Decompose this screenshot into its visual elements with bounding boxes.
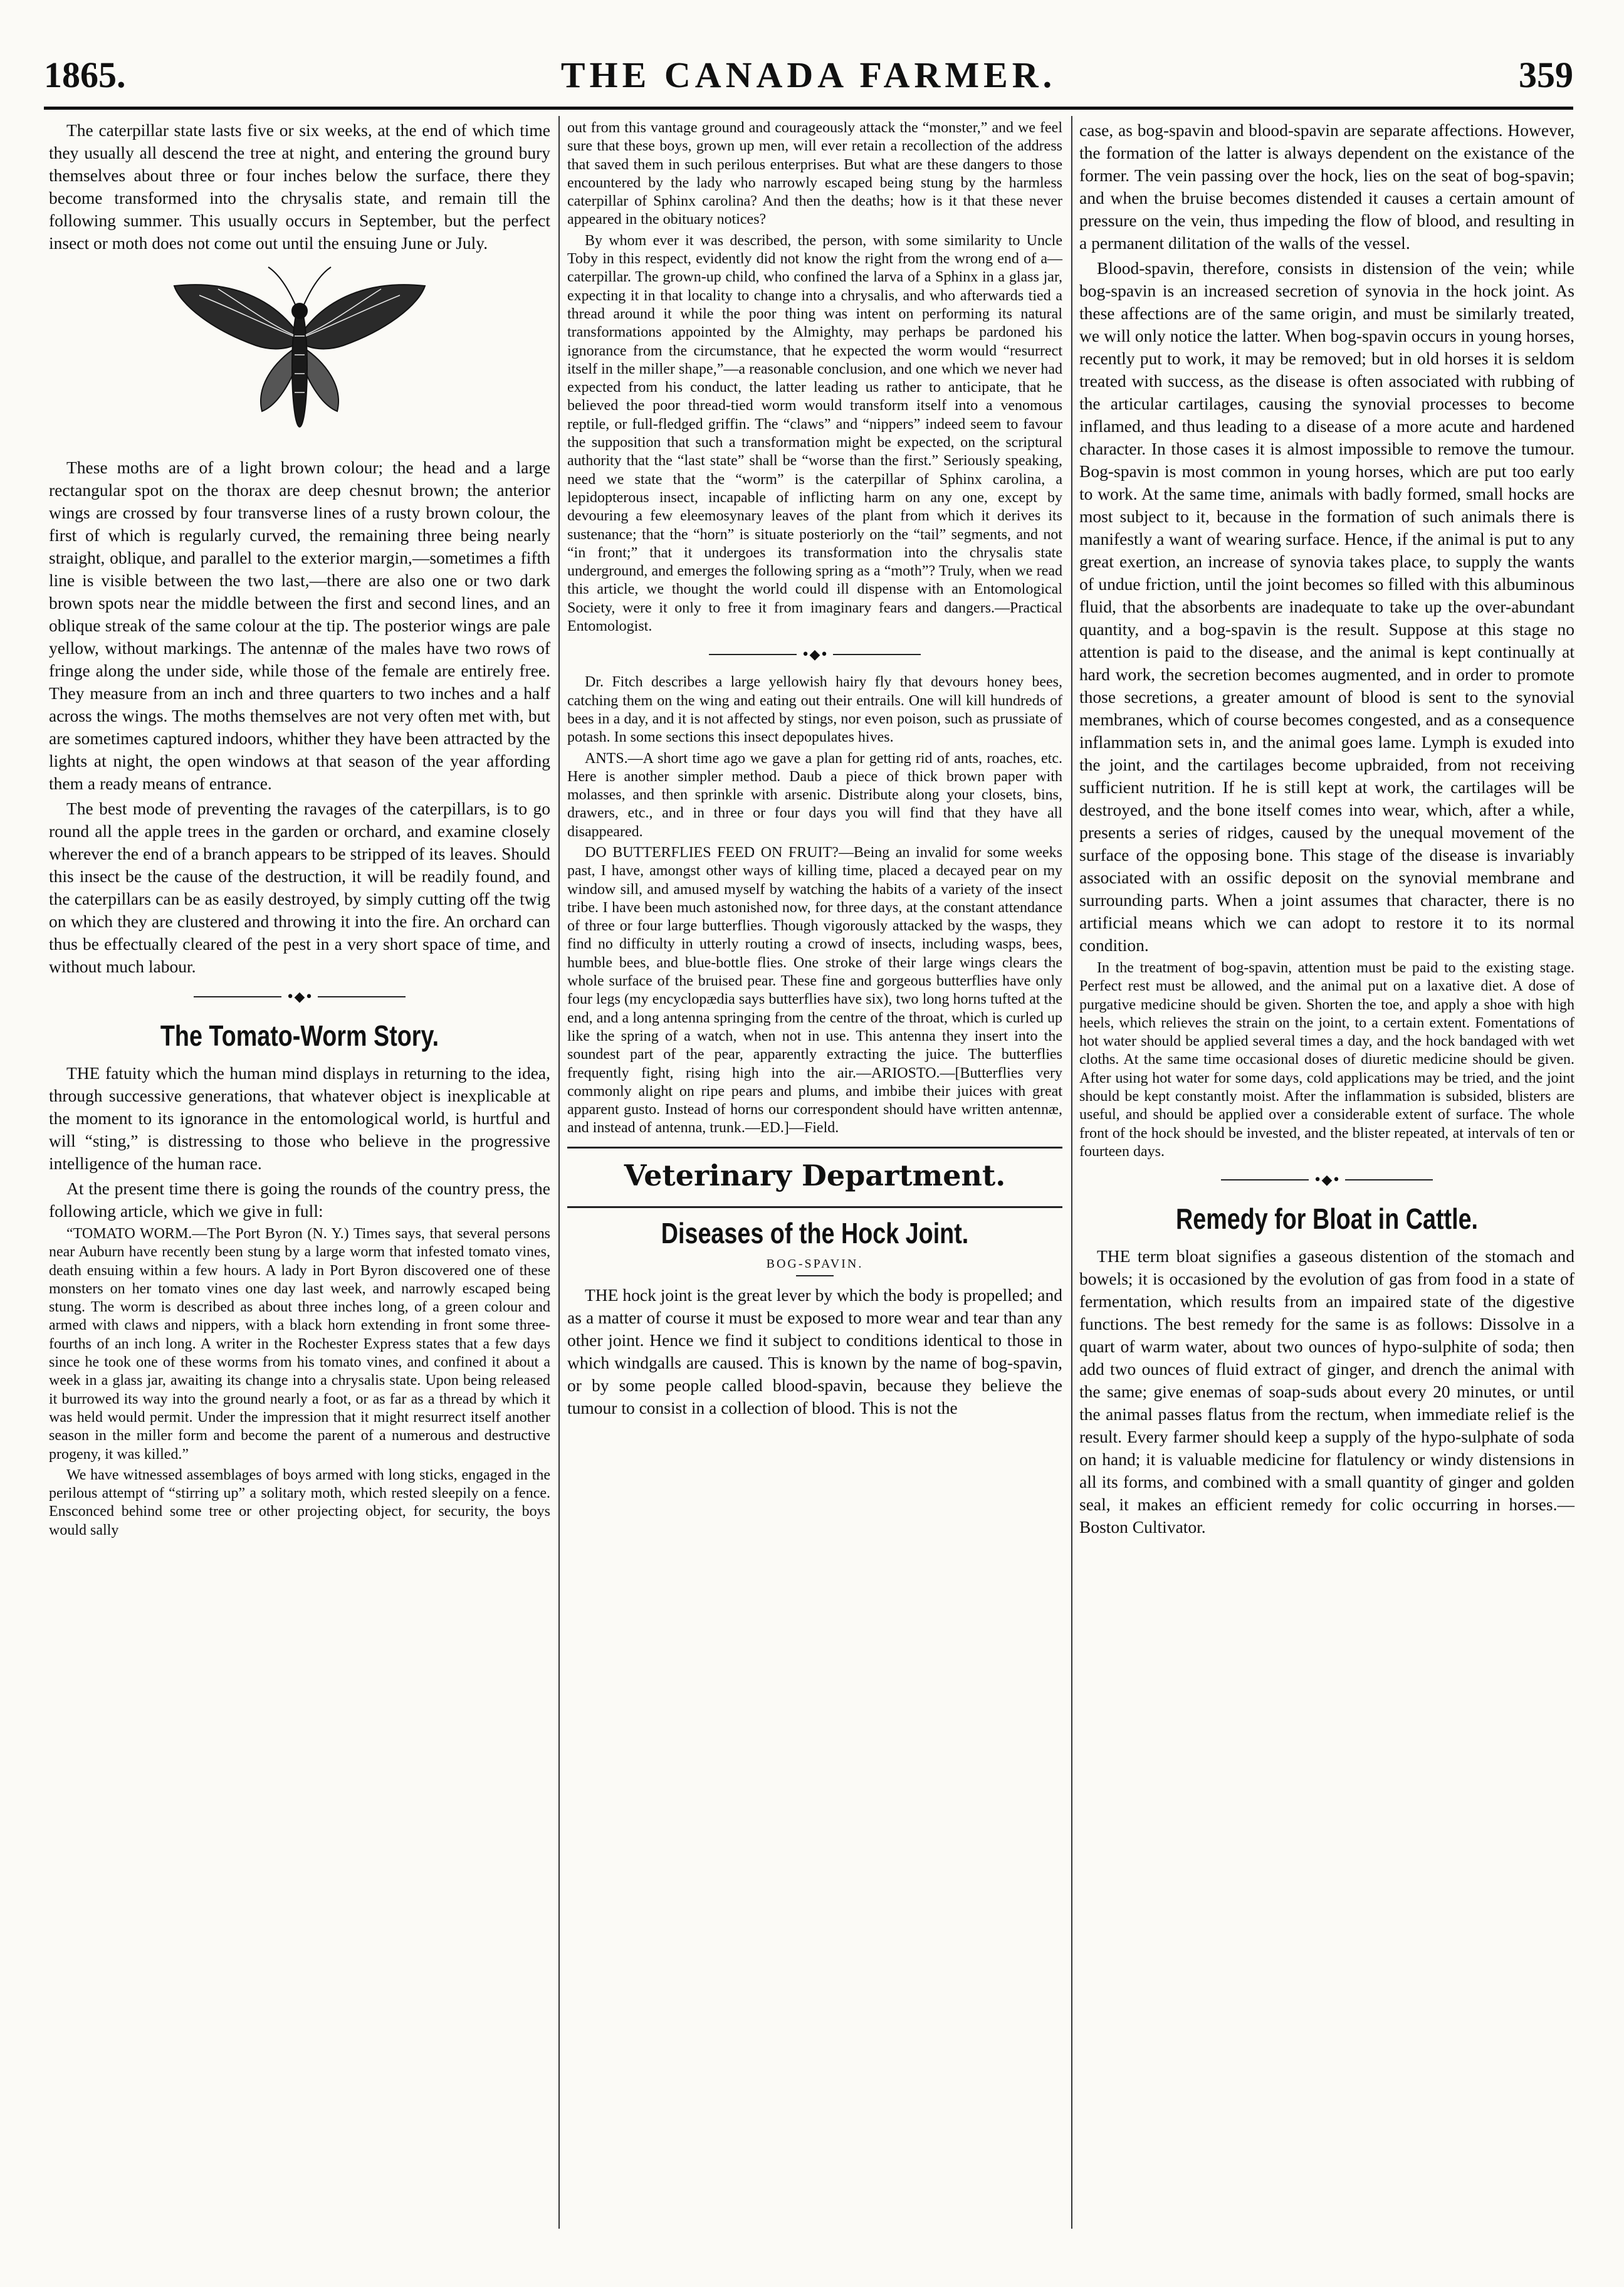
section-rule (567, 1206, 1062, 1208)
moth-description-paragraph: These moths are of a light brown colour; the head and a large rectangular spot on the thorax are deep chesnut brown; the anterior wings are crossed by four transverse lines of a rusty brown colour, the first of which is regularly curved, the remaining three being nearly straight, oblique, and parallel to the exterior margin,—sometimes a fifth line is visible between the two last,—there are also one or two dark brown spots near the middle between the first and second lines, and an oblique streak of the same colour at the tip. The posterior wings are pale yellow, without markings. The antennæ of the males have two rows of fringe along the under side, while those of the female are entirely free. They measure from an inch and three quarters to two inches and a half across the wings. The moths themselves are not very often met with, but are sometimes captured indoors, whither they have been attracted by the lights at night, the open windows at that season of the year affording them a ready means of entrance. (49, 458, 550, 793)
tomato-worm-quote: “TOMATO WORM.—The Port Byron (N. Y.) Times says, that several persons near Auburn have recently been stung by a large worm that infested tomato vines, death ensuing within a few hours. A lady in Port Byron discovered one of these monsters on her tomato vines one day last week, and narrowly escaped being stung. The worm is described as about three inches long, of a green colour and armed with claws and nippers, with a black horn extending in front some three-fourths of an inch long. A writer in the Rochester Express states that a few days since he took one of these worms from his tomato vines, and confined it about a week in a glass jar, awaiting its change into a chrysalis state. Upon being released it burrowed its way into the ground nearly a foot, or as far as a thread by which it was held would permit. Under the impression that it might resurrect itself another season in the miller form and become the parent of a numerous and destructive progeny, it was killed.” (49, 1226, 550, 1463)
column-right (1079, 119, 1574, 1541)
short-rule (796, 1275, 834, 1276)
ants-note: ANTS.—A short time ago we gave a plan for getting rid of ants, roaches, etc. Here is another simpler method. Daub a piece of thick brown paper with molasses, and then sprinkle with arsenic. Distribute along your closets, bins, drawers, etc., and in three or four days you will find that they have all disappeared. (567, 750, 1062, 840)
tomato-paragraph: THE fatuity which the human mind displays in returning to the idea, through successive generations, that whatever object is inexplicable at the moment to its ignorance in the entomological world, is hurtful and will “sting,” is distressing to those who believe in the progressive intelligence of the human race. (49, 1063, 550, 1173)
section-ornament: •◆• (1079, 1167, 1574, 1192)
column-rule (558, 116, 560, 2229)
tomato-worm-title: The Tomato-Worm Story. (160, 1019, 439, 1052)
bloat-title: Remedy for Bloat in Cattle. (1175, 1202, 1479, 1236)
tomato-continued-paragraph: By whom ever it was described, the person, with some similarity to Uncle Toby in this respect, evidently did not know the right from the wrong end of a—caterpillar. The grown-up child, who confined the larva of a Sphinx in a glass jar, expecting it in that locality to change into a chrysalis, and who afterwards tied a thread around it while the poor thing was intent on performing its natural transformations appointed by the Almighty, may perhaps be pardoned his ignorance from the circumstance, that he expected the worm would “resurrect itself in the miller shape,”—a reasonable conclusion, and one which we never had expected from his conduct, the latter leading us rather to anticipate, that he believed the poor thread-tied worm would transform itself into a venomous reptile, or full-fledged griffin. The “claws” and “nippers” indeed seem to favour the supposition that such a transformation might be expected, on the scriptural authority that the “last state” shall be “worse than the first.” Seriously speaking, need we state that the “worm” is the caterpillar of Sphinx carolina, a lepidopterous insect, incapable of inflicting harm on any one, except by devouring a few eleemosynary leaves of the plant from which it derives its sustenance; that the “horn” is situate posteriorly on the “tail” segments, and not “in front;” that it undergoes its transformation into the chrysalis state underground, and emerges the following spring as a “moth”? Truly, when we read this article, we thought the world could ill dispense with an Entomological Society, were it only to free it from imaginary fears and dangers.—Practical Entomologist. (567, 232, 1062, 635)
moth-intro-paragraph: The caterpillar state lasts five or six weeks, at the end of which time they usually all descend the tree at night, and entering the ground bury themselves about three or four inches below the surface, there they become transformed into the chrysalis state, and remain till the following summer. This usually occurs in September, but the perfect insect or moth does not come out until the ensuing June or July. (49, 120, 550, 253)
tomato-paragraph: We have witnessed assemblages of boys armed with long sticks, engaged in the perilous attempt of “stirring up” a solitary moth, which rested sleepily on a fence. Ensconced behind some tree or other projecting object, for security, the boys would sally (49, 1466, 550, 1538)
hock-joint-title: Diseases of the Hock Joint. (661, 1216, 969, 1249)
spavin-paragraph: case, as bog-spavin and blood-spavin are separate affections. However, the formation of the latter is always dependent on the existance of the former. The vein passing over the hock, lies on the seat of bog-spavin; and when the bruise becomes distended it causes a certain amount of pressure on the vein, thus impeding the flow of blood, and resulting in a permanent dilitation of the walls of the vessel. (1079, 120, 1574, 253)
section-ornament: •◆• (567, 642, 1062, 667)
page-header (44, 50, 1573, 100)
header-rule (44, 107, 1573, 110)
column-middle (567, 119, 1062, 1422)
spavin-paragraph: Blood-spavin, therefore, consists in distension of the vein; while bog-spavin is an increased secretion of synovia in the hock joint. As these affections are of the same origin, and must be similarly treated, we will only notice the latter. When bog-spavin occurs in young horses, recently put to work, it may be removed; but in old horses it is seldom treated with success, as the disease is often associated with rubbing of the articular cartilages, causing the synovial processes to become inflamed, and thus leading to a disease of a more acute and hardened character. In those cases it is almost impossible to remove the tumour. Bog-spavin is most common in young horses, which are put too early to work. At the same time, animals with badly formed, small hocks are most subject to it, because in the formation of such animals there is manifestly a want of wearing surface. Hence, if the animal is put to any great exertion, an increase of synovia takes place, to supply the wants of undue friction, until the joint becomes so filled with this albuminous fluid, that the absorbents are inadequate to take up the over-abundant quantity, and a bog-spavin is the result. Suppose at this stage no attention is paid to the disease, and the animal is kept continually at hard work, the secretion becomes augmented, and in order to promote those secretions, a greater amount of blood is sent to the synovial membranes, which of course becomes congested, and as a consequence inflammation sets in, and the animal goes lame. Lymph is exuded into the joint, and the cartilages become upbraided, from not receiving sufficient nutrition. If he is still kept at work, the cartilages will be destroyed, and the bone itself comes into wear, which, after a while, presents a series of ridges, caused by the unequal movement of the surface of the opposing bone. This stage of the disease is invariably associated with an ossific deposit on the synovial membrane and surrounding parts. When a joint assumes that character, there is no artificial means which we can adopt to restore it to its normal condition. (1079, 258, 1574, 955)
tomato-paragraph: At the present time there is going the rounds of the country press, the following article, which we give in full: (49, 1179, 550, 1221)
moth-icon (162, 261, 437, 449)
hock-paragraph: THE hock joint is the great lever by which the body is propelled; and as a matter of course it must be exposed to more wear and tear than any other joint. Hence we find it subject to conditions identical to those in which windgalls are caused. This is known by the name of bog-spavin, or by some people called blood-spavin, because they believe the tumour to consist in a collection of blood. This is not the (567, 1285, 1062, 1417)
column-left (49, 119, 550, 1542)
bloat-paragraph: THE term bloat signifies a gaseous distention of the stomach and bowels; it is occasioned by the evolution of gas from food in a state of fermentation, which results from an impaired state of the digestive functions. The best remedy for the same is as follows: Dissolve in a quart of warm water, about two ounces of hypo-sulphite of soda; then add two ounces of fluid extract of ginger, and drench the animal with the same; give enemas of soap-suds about every 20 minutes, or until the animal passes flatus from the rectum, when immediate relief is the result. Every farmer should keep a supply of the hypo-sulphate of soda on hand; it is valuable medicine for flatulency or windy distensions in all its forms, and combined with a small quantity of ginger and golden seal, it makes an efficient remedy for colic occurring in horses.—Boston Cultivator. (1079, 1246, 1574, 1537)
tomato-continued-paragraph: out from this vantage ground and courageously attack the “monster,” and we feel sure that these boys, grown up men, will ever retain a recollection of the address that saved them in such perilous enterprises. But what are these dangers to those encountered by the lady who narrowly escaped being stung by the harmless caterpillar of Sphinx carolina? And then the deaths; how is it that these never appeared in the obituary notices? (567, 120, 1062, 228)
moth-illustration (49, 261, 550, 449)
prevention-paragraph: The best mode of preventing the ravages of the caterpillars, is to go round all the apple trees in the garden or orchard, and examine closely wherever the end of a branch appears to be stripped of its leaves. Should this insect be the cause of the destruction, it will be readily found, and the caterpillars can be as easily destroyed, by simply cutting off the twig on which they are clustered and throwing it into the fire. An orchard can thus be effectually cleared of the pest in a very short space of time, and without much labour. (49, 799, 550, 976)
column-rule (1071, 116, 1072, 2229)
page-number: 359 (1519, 55, 1573, 95)
section-ornament: •◆• (49, 984, 550, 1009)
fitch-note: Dr. Fitch describes a large yellowish hairy fly that devours honey bees, catching them on the wing and eating out their entrails. One will kill hundreds of bees in a day, and it is not affected by stings, nor even poison, such as prussiate of potash. In some sections this insect depopulates hives. (567, 674, 1062, 746)
veterinary-department-heading: Veterinary Department. (624, 1158, 1006, 1192)
spavin-treatment-paragraph: In the treatment of bog-spavin, attention must be paid to the existing stage. Perfect rest must be allowed, and the animal put on a laxative diet. A dose of purgative medicine should be given. Shorten the toe, and apply a shoe with high heels, which relieves the strain on the joint, to a certain extent. Fomentations of hot water should be applied several times a day, and the hock bandaged with wet cloths. At the same time occasional doses of diuretic medicine should be given. After using hot water for some days, cold applications may be tried, and the joint should be kept constantly moist. After the inflammation is subsided, blisters are useful, and should be applied over a considerable extent of surface. The whole front of the hock should be invested, and the blister repeated, at intervals of ten or fourteen days. (1079, 960, 1574, 1160)
issue-year: 1865. (44, 55, 126, 95)
section-rule (567, 1147, 1062, 1149)
hock-subtitle: BOG-SPAVIN. (766, 1256, 864, 1271)
butterflies-note: DO BUTTERFLIES FEED ON FRUIT?—Being an invalid for some weeks past, I have, amongst other ways of killing time, placed a decayed pear on my window sill, and amused myself by watching the habits of a variety of the insect tribe. I have been much astonished now, for three days, at the constant attendance of three or four large butterflies. Though vigorously attacked by the wasps, they find no difficulty in utterly routing a crowd of insects, including wasps, bees, humble bees, and blue-bottle flies. One stroke of their large wings clears the whole surface of the bruised pear. These fine and gorgeous butterflies have only four legs (my encyclopædia says butterflies have six), two long horns tufted at the end, and a long antenna springing from the centre of the throat, which is curled up like the spring of a watch, when not in use. This antenna they insert into the soundest part of the pear, apparently extracting the juice. The butterflies frequently fight, rising high into the air.—ARIOSTO.—[Butterflies very commonly alight on ripe pears and plums, and imbibe their juices with great apparent gusto. Instead of horns our correspondent should have written antennæ, and instead of antenna, trunk.—ED.]—Field. (567, 844, 1062, 1137)
newspaper-title: THE CANADA FARMER. (560, 55, 1057, 95)
